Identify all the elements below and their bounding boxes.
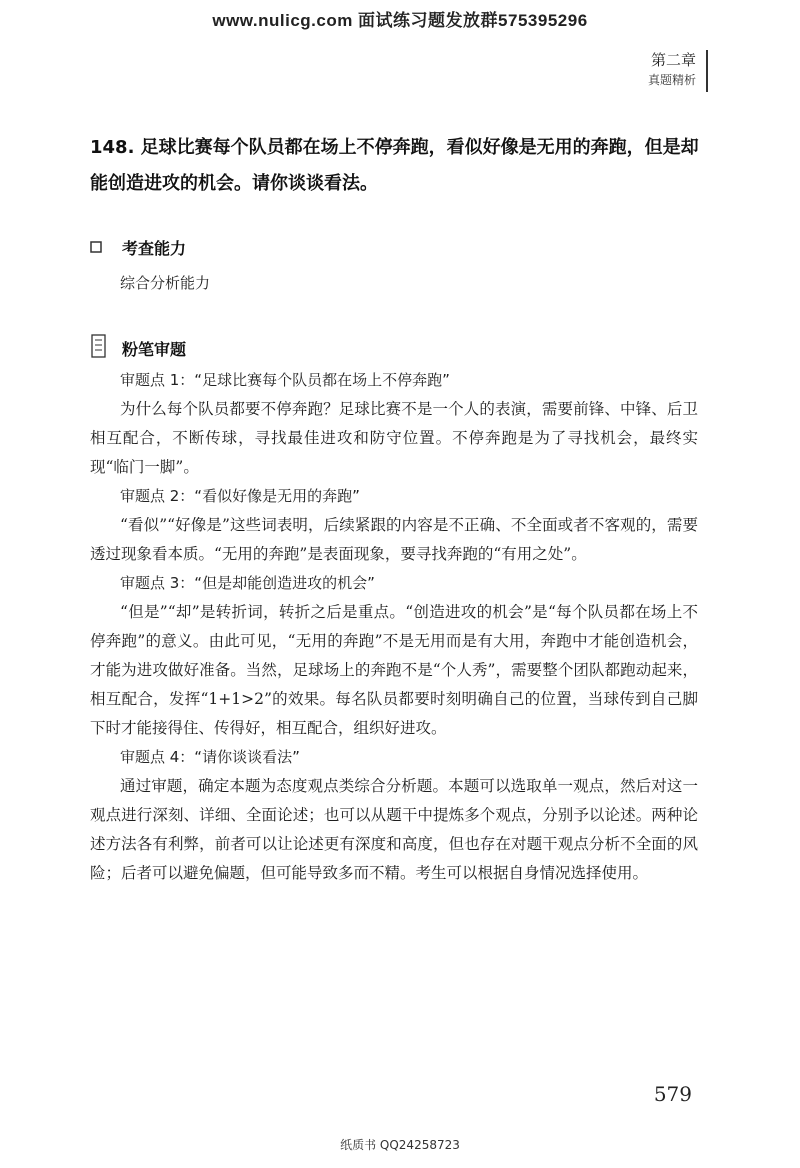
review-point-title: 审题点 4：“请你谈谈看法” <box>120 748 300 766</box>
ability-heading <box>90 236 186 259</box>
page-footer: 纸质书 QQ24258723 <box>340 1138 460 1152</box>
review-point-body: 通过审题，确定本题为态度观点类综合分析题。本题可以选取单一观点，然后对这一观点进行深刻、详细、全面论述；也可以从题干中提炼多个观点，分别予以论述。两种论述方法各有利弊，前者可以让论述更有深度和高度，但也存在对题干观点分析不全面的风险；后者可以避免偏题，但可能导致多而不精。考生可以根据自身情况选择使用。 <box>90 777 698 882</box>
review-heading-label: 粉笔审题 <box>122 339 187 359</box>
page-number: 579 <box>653 1082 692 1106</box>
review-point-body: 为什么每个队员都要不停奔跑？足球比赛不是一个人的表演，需要前锋、中锋、后卫相互配合，不断传球，寻找最佳进攻和防守位置。不停奔跑是为了寻找机会，最终实现“临门一脚”。 <box>90 400 698 476</box>
review-point-title: 审题点 2：“看似好像是无用的奔跑” <box>120 487 360 505</box>
review-content <box>90 366 698 888</box>
notepad-icon <box>90 334 114 362</box>
top-banner: www.nulicg.com 面试练习题发放群575395296 <box>212 11 588 30</box>
ability-content: 综合分析能力 <box>120 274 211 292</box>
chapter-title: 第二章 <box>650 51 696 69</box>
review-point-body: “看似”“好像是”这些词表明，后续紧跟的内容是不正确、不全面或者不客观的，需要透过现象看本质。“无用的奔跑”是表面现象，要寻找奔跑的“有用之处”。 <box>90 516 698 563</box>
review-heading <box>90 334 186 362</box>
review-point-body: “但是”“却”是转折词，转折之后是重点。“创造进攻的机会”是“每个队员都在场上不停奔跑”的意义。由此可见，“无用的奔跑”不是无用而是有大用，奔跑中才能创造机会，才能为进攻做好准备。当然，足球场上的奔跑不是“个人秀”，需要整个团队都跑动起来，相互配合，发挥“1+1>2”的效果。每名队员都要时刻明确自己的位置，当球传到自己脚下时才能接得住、传得好，相互配合，组织好进攻。 <box>90 603 698 737</box>
chapter-subtitle: 真题精析 <box>647 73 696 87</box>
review-point-title: 审题点 3：“但是却能创造进攻的机会” <box>120 574 375 592</box>
chapter-header <box>648 50 708 92</box>
review-point-title: 审题点 1：“足球比赛每个队员都在场上不停奔跑” <box>120 371 450 389</box>
question-text: 148. 足球比赛每个队员都在场上不停奔跑，看似好像是无用的奔跑，但是却能创造进攻的机会。请你谈谈看法。 <box>90 137 699 194</box>
square-icon <box>90 238 114 257</box>
ability-heading-label: 考查能力 <box>122 239 187 258</box>
